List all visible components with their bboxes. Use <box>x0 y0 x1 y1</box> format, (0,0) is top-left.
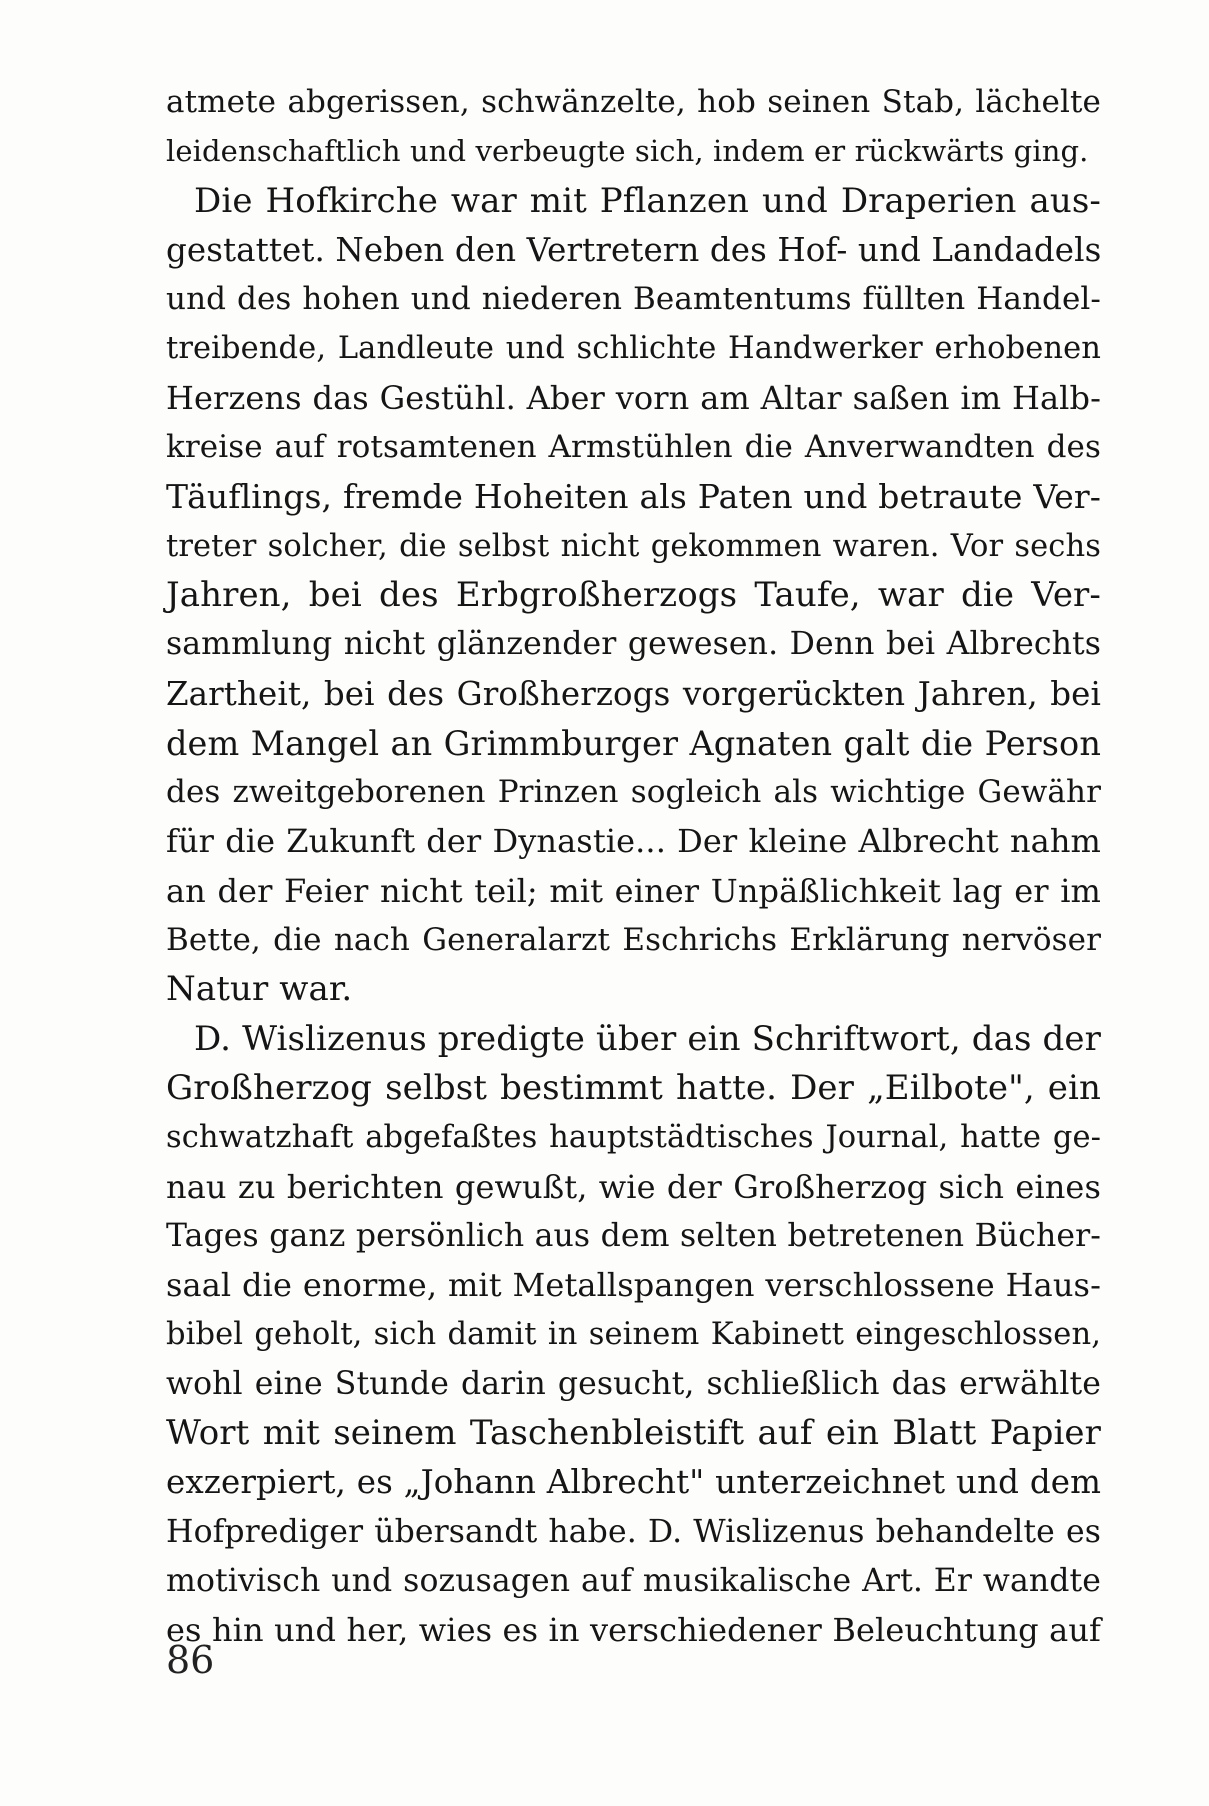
text-line: wohl eine Stunde darin gesucht, schließlich das erwählte <box>166 1365 1101 1402</box>
text-line: Wort mit seinem Taschenbleistift auf ein Blatt Papier <box>166 1413 1101 1454</box>
text-line: des zweitgeborenen Prinzen sogleich als wichtige Gewähr <box>166 774 1101 811</box>
text-line: treter solcher, die selbst nicht gekommen waren. Vor sechs <box>166 528 1101 564</box>
text-line: motivisch und sozusagen auf musikalische Art. Er wandte <box>166 1562 1101 1599</box>
text-line: es hin und her, wies es in verschiedener Beleuchtung auf <box>166 1611 1101 1650</box>
body-text <box>166 78 1101 1656</box>
text-line: Täuflings, fremde Hoheiten als Paten und betraute Ver- <box>166 477 1101 517</box>
page-number: 86 <box>166 1638 215 1682</box>
text-line: gestattet. Neben den Vertretern des Hof- und Landadels <box>166 230 1102 269</box>
text-line: atmete abgerissen, schwänzelte, hob seinen Stab, lächelte <box>166 84 1101 120</box>
text-line: kreise auf rotsamtenen Armstühlen die Anverwandten des <box>166 429 1101 466</box>
text-line: bibel geholt, sich damit in seinem Kabinett eingeschlossen, <box>166 1317 1101 1353</box>
text-line: leidenschaftlich und verbeugte sich, indem er rückwärts ging. <box>166 134 1089 169</box>
text-line: für die Zukunft der Dynastie... Der kleine Albrecht nahm <box>166 822 1101 861</box>
text-line: schwatzhaft abgefaßtes hauptstädtisches Journal, hatte ge- <box>166 1120 1101 1156</box>
text-line: sammlung nicht glänzender gewesen. Denn bei Albrechts <box>166 626 1101 663</box>
text-line: exzerpiert, es „Johann Albrecht" unterzeichnet und dem <box>166 1463 1101 1502</box>
text-line: Die Hofkirche war mit Pflanzen und Draperien aus- <box>194 180 1101 221</box>
text-line: und des hohen und niederen Beamtentums füllten Handel- <box>166 281 1101 318</box>
text-line: Hofprediger übersandt habe. D. Wislizenus behandelte es <box>166 1513 1101 1550</box>
text-line: Zartheit, bei des Großherzogs vorgerückten Jahren, bei <box>166 674 1101 713</box>
text-line: treibende, Landleute und schlichte Handwerker erhobenen <box>166 331 1101 367</box>
text-line: Großherzog selbst bestimmt hatte. Der „Eilbote", ein <box>166 1067 1101 1108</box>
text-line: Herzens das Gestühl. Aber vorn am Altar saßen im Halb- <box>166 378 1101 417</box>
text-line: dem Mangel an Grimmburger Agnaten galt die Person <box>166 723 1101 763</box>
text-line: Natur war. <box>166 969 353 1010</box>
text-line: saal die enorme, mit Metallspangen verschlossene Haus- <box>166 1266 1101 1305</box>
text-line: Tages ganz persönlich aus dem selten betretenen Bücher- <box>166 1217 1101 1254</box>
text-line: Bette, die nach Generalarzt Eschrichs Erklärung nervöser <box>166 922 1101 959</box>
text-line: Jahren, bei des Erbgroßherzogs Taufe, war die Ver- <box>166 574 1101 615</box>
text-line: D. Wislizenus predigte über ein Schriftwort, das der <box>194 1018 1101 1059</box>
text-line: nau zu berichten gewußt, wie der Großherzog sich eines <box>166 1167 1101 1206</box>
text-line: an der Feier nicht teil; mit einer Unpäßlichkeit lag er im <box>166 871 1101 910</box>
